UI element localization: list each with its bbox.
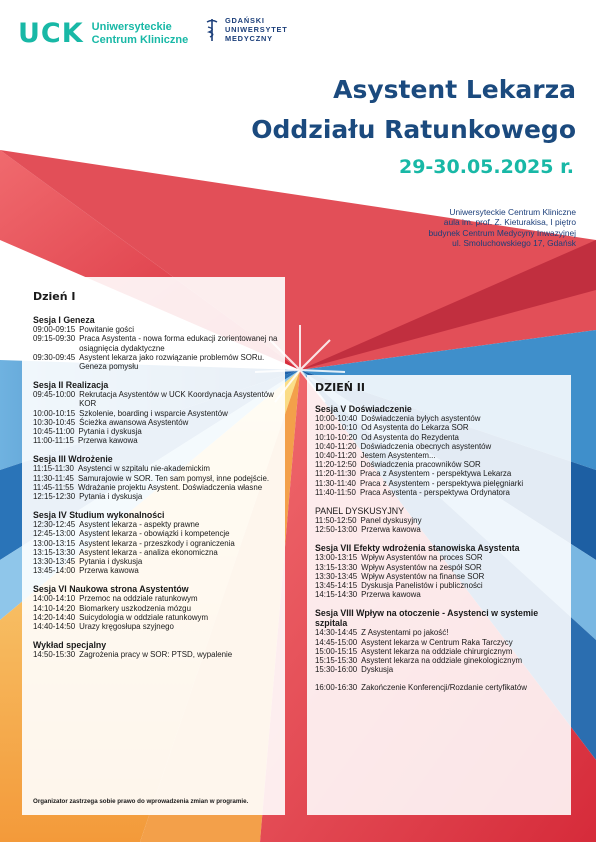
uck-logo xyxy=(18,18,188,49)
session-title: Sesja V Doświadczenie xyxy=(315,404,412,415)
schedule-row xyxy=(315,572,570,581)
schedule-topic: Asystent lekarza - przeszkody i ograniczenia xyxy=(79,538,235,548)
schedule-time: 13:30-13:45 xyxy=(315,571,358,581)
schedule-row xyxy=(33,622,283,631)
venue-line: aula im. prof. Z. Kieturakisa, I piętro xyxy=(443,217,576,228)
schedule-topic: Samurajowie w SOR. Ten sam pomysł, inne podejście. xyxy=(77,473,270,483)
session xyxy=(315,683,570,692)
schedule-time: 14:10-14:20 xyxy=(33,603,76,613)
schedule-topic: Dyskusja xyxy=(361,665,394,675)
schedule-topic: Doświadczenia pracowników SOR xyxy=(360,460,481,470)
schedule-topic: Praca Asystenta - perspektywa Ordynatora xyxy=(359,487,510,497)
schedule-topic: Przerwa kawowa xyxy=(79,566,139,576)
schedule-time: 14:45-15:00 xyxy=(315,637,358,647)
day1-program xyxy=(33,292,283,668)
schedule-row xyxy=(33,353,283,371)
schedule-row xyxy=(315,442,570,451)
schedule-row xyxy=(33,594,283,603)
schedule-row xyxy=(315,525,570,534)
schedule-topic: Asystent lekarza jako rozwiązanie problemów SORu. Geneza pomysłu xyxy=(79,352,265,372)
session-title: Wykład specjalny xyxy=(33,640,107,651)
session xyxy=(33,380,283,445)
schedule-row xyxy=(33,427,283,436)
schedule-topic: Biomarkery uszkodzenia mózgu xyxy=(79,603,191,613)
schedule-time: 11:00-11:15 xyxy=(33,436,74,446)
schedule-topic: Asystenci w szpitalu nie-akademickim xyxy=(77,464,210,474)
schedule-row xyxy=(315,665,570,674)
schedule-topic: Asystent lekarza w Centrum Raka Tarczycy xyxy=(361,637,513,647)
schedule-row xyxy=(33,520,283,529)
schedule-time: 15:00-15:15 xyxy=(315,646,358,656)
schedule-topic: Od Asystenta do Lekarza SOR xyxy=(361,423,469,433)
schedule-topic: Doświadczenia byłych asystentów xyxy=(361,414,481,424)
schedule-topic: Dyskusja Panelistów i publiczności xyxy=(361,581,483,591)
schedule-time: 14:50-15:30 xyxy=(33,650,76,660)
uck-name-line2: Centrum Kliniczne xyxy=(91,33,189,46)
schedule-time: 11:20-12:50 xyxy=(315,460,357,470)
session xyxy=(33,584,283,631)
schedule-row xyxy=(33,604,283,613)
schedule-time: 11:15-11:30 xyxy=(33,464,74,474)
schedule-time: 13:45-14:00 xyxy=(33,566,76,576)
schedule-topic: Jestem Asystentem... xyxy=(360,451,436,461)
schedule-time: 12:15-12:30 xyxy=(33,492,76,502)
schedule-time: 13:00-13:15 xyxy=(315,553,358,563)
schedule-topic: Powitanie gości xyxy=(79,325,134,335)
schedule-time: 15:30-16:00 xyxy=(315,665,358,675)
schedule-row xyxy=(315,460,570,469)
schedule-row xyxy=(33,492,283,501)
session xyxy=(315,608,570,674)
schedule-time: 09:15-09:30 xyxy=(33,334,76,344)
schedule-topic: Przerwa kawowa xyxy=(361,590,421,600)
schedule-time: 14:30-14:45 xyxy=(315,628,358,638)
schedule-topic: Doświadczenia obecnych asystentów xyxy=(360,441,492,451)
schedule-row xyxy=(33,325,283,334)
schedule-row xyxy=(315,628,570,637)
schedule-row xyxy=(33,464,283,473)
schedule-topic: Szkolenie, boarding i wsparcie Asystentów xyxy=(79,408,228,418)
schedule-time: 14:15-14:30 xyxy=(315,590,358,600)
schedule-row xyxy=(315,488,570,497)
schedule-topic: Asystent lekarza - analiza ekonomiczna xyxy=(79,547,218,557)
day1-title: Dzień I xyxy=(33,290,76,303)
schedule-time: 11:45-11:55 xyxy=(33,482,74,492)
session-title: Sesja III Wdrożenie xyxy=(33,454,113,465)
schedule-topic: Panel dyskusyjny xyxy=(360,516,422,526)
schedule-time: 10:45-11:00 xyxy=(33,427,75,437)
schedule-topic: Przerwa kawowa xyxy=(77,436,138,446)
venue-line: budynek Centrum Medycyny Inwazyjnej xyxy=(428,227,576,238)
session xyxy=(315,543,570,599)
schedule-time: 14:00-14:10 xyxy=(33,594,76,604)
schedule-row xyxy=(33,613,283,622)
schedule-time: 10:00-10:40 xyxy=(315,414,358,424)
schedule-topic: Przerwa kawowa xyxy=(361,525,421,535)
schedule-row xyxy=(33,436,283,445)
caduceus-icon xyxy=(205,18,219,42)
schedule-time: 13:00-13:15 xyxy=(33,538,76,548)
session xyxy=(33,510,283,575)
schedule-time: 09:45-10:00 xyxy=(33,390,76,400)
venue-line: Uniwersyteckie Centrum Kliniczne xyxy=(449,207,576,217)
gumed-logo-name xyxy=(225,16,288,43)
gumed-logo xyxy=(205,16,288,43)
uck-logo-letters: UCK xyxy=(18,18,84,49)
schedule-topic: Praca Asystenta - nowa forma edukacji zorientowanej na osiągnięcia dydaktyczne xyxy=(79,334,278,353)
event-dates: 29-30.05.2025 r. xyxy=(398,156,574,178)
schedule-time: 10:00-10:10 xyxy=(315,423,358,433)
session-title: Sesja IV Studium wykonalności xyxy=(33,510,165,521)
session xyxy=(33,315,283,371)
schedule-topic: Rekrutacja Asystentów w UCK Koordynacja Asystentów KOR xyxy=(79,390,274,409)
schedule-time: 12:30-12:45 xyxy=(33,520,76,530)
uck-logo-name xyxy=(92,21,189,47)
schedule-row xyxy=(315,433,570,442)
schedule-time: 11:30-11:40 xyxy=(315,478,356,488)
schedule-topic: Ścieżka awansowa Asystentów xyxy=(79,417,189,427)
schedule-row xyxy=(315,647,570,656)
schedule-time: 13:15-13:30 xyxy=(315,562,358,572)
schedule-topic: Asystent lekarza - obowiązki i kompetencje xyxy=(79,529,230,539)
session-title: Sesja VIII Wpływ na otoczenie - Asystenci w systemie szpitala xyxy=(315,608,539,629)
schedule-time: 11:40-11:50 xyxy=(315,487,356,497)
schedule-time: 10:00-10:15 xyxy=(33,408,76,418)
schedule-topic: Urazy kręgosłupa szyjnego xyxy=(79,622,174,632)
schedule-row xyxy=(315,451,570,460)
schedule-time: 11:30-11:45 xyxy=(33,473,74,483)
schedule-time: 11:50-12:50 xyxy=(315,516,357,526)
schedule-row xyxy=(33,557,283,566)
schedule-time: 13:30-13:45 xyxy=(33,557,76,567)
session xyxy=(315,404,570,497)
footnote: Organizator zastrzega sobie prawo do wprowadzenia zmian w programie. xyxy=(33,798,249,805)
schedule-row xyxy=(33,529,283,538)
schedule-topic: Pytania i dyskusja xyxy=(78,427,142,437)
schedule-topic: Praca z Asystentem - perspektywa Lekarza xyxy=(359,469,512,479)
schedule-row xyxy=(33,334,283,352)
schedule-topic: Asystent lekarza na oddziale chirurgicznym xyxy=(361,646,513,656)
day1-sessions xyxy=(33,315,283,659)
schedule-time: 14:20-14:40 xyxy=(33,612,76,622)
schedule-row xyxy=(315,638,570,647)
schedule-row xyxy=(33,548,283,557)
session-title: PANEL DYSKUSYJNY xyxy=(315,506,404,517)
schedule-row xyxy=(33,474,283,483)
schedule-time: 11:20-11:30 xyxy=(315,469,356,479)
day2-title: DZIEŃ II xyxy=(315,381,365,394)
uck-name-line1: Uniwersyteckie xyxy=(91,20,172,33)
session-title: Sesja VII Efekty wdrożenia stanowiska Asystenta xyxy=(315,543,520,554)
schedule-time: 16:00-16:30 xyxy=(315,683,358,693)
schedule-row xyxy=(33,483,283,492)
schedule-row xyxy=(33,539,283,548)
schedule-topic: Przemoc na oddziale ratunkowym xyxy=(79,594,198,604)
day2-program xyxy=(315,383,570,702)
schedule-topic: Pytania i dyskusja xyxy=(79,492,143,502)
schedule-row xyxy=(315,414,570,423)
title-line1: Asystent Lekarza xyxy=(333,75,576,104)
schedule-time: 13:15-13:30 xyxy=(33,547,76,557)
schedule-row xyxy=(33,650,283,659)
session xyxy=(315,506,570,534)
schedule-row xyxy=(33,409,283,418)
schedule-topic: Asystent lekarza na oddziale ginekologicznym xyxy=(361,656,523,666)
schedule-time: 12:45-13:00 xyxy=(33,529,76,539)
schedule-time: 09:30-09:45 xyxy=(33,352,76,362)
schedule-time: 15:15-15:30 xyxy=(315,656,358,666)
title-line2: Oddziału Ratunkowego xyxy=(251,115,576,144)
schedule-row xyxy=(315,581,570,590)
schedule-row xyxy=(315,423,570,432)
schedule-row xyxy=(33,418,283,427)
schedule-time: 10:40-11:20 xyxy=(315,451,357,461)
day2-sessions xyxy=(315,404,570,692)
schedule-topic: Praca z Asystentem - perspektywa pielęgniarki xyxy=(359,478,524,488)
schedule-topic: Od Asystenta do Rezydenta xyxy=(361,432,459,442)
schedule-topic: Pytania i dyskusja xyxy=(79,557,143,567)
schedule-row xyxy=(33,566,283,575)
schedule-row xyxy=(315,683,570,692)
schedule-topic: Wpływ Asystentów na finanse SOR xyxy=(361,571,485,581)
schedule-row xyxy=(315,469,570,478)
schedule-topic: Zakończenie Konferencji/Rozdanie certyfikatów xyxy=(361,683,527,693)
schedule-topic: Wdrażanie projektu Asystent. Doświadczenia własne xyxy=(77,482,263,492)
session-title: Sesja I Geneza xyxy=(33,315,95,326)
session xyxy=(33,640,283,659)
session-title: Sesja II Realizacja xyxy=(33,380,109,391)
schedule-time: 10:40-11:20 xyxy=(315,441,357,451)
gumed-name-line1: GDAŃSKI xyxy=(225,16,265,25)
schedule-topic: Z Asystentami po jakość! xyxy=(361,628,449,638)
schedule-row xyxy=(315,479,570,488)
schedule-row xyxy=(315,553,570,562)
schedule-time: 10:10-10:20 xyxy=(315,432,358,442)
session-title: Sesja VI Naukowa strona Asystentów xyxy=(33,584,189,595)
session xyxy=(33,454,283,501)
schedule-topic: Asystent lekarza - aspekty prawne xyxy=(79,520,200,530)
schedule-row xyxy=(33,390,283,408)
schedule-row xyxy=(315,516,570,525)
schedule-time: 14:40-14:50 xyxy=(33,622,76,632)
schedule-topic: Wpływ Asystentów na zespół SOR xyxy=(361,562,482,572)
venue-line: ul. Smoluchowskiego 17, Gdańsk xyxy=(452,237,576,248)
schedule-topic: Wpływ Asystentów na proces SOR xyxy=(361,553,483,563)
schedule-topic: Zagrożenia pracy w SOR: PTSD, wypalenie xyxy=(79,650,233,660)
schedule-row xyxy=(315,590,570,599)
schedule-time: 13:45-14:15 xyxy=(315,581,358,591)
schedule-topic: Suicydologia w oddziale ratunkowym xyxy=(79,612,209,622)
schedule-time: 09:00-09:15 xyxy=(33,325,76,335)
gumed-name-line2: UNIWERSYTET xyxy=(225,25,288,34)
venue-address xyxy=(428,207,576,248)
schedule-row xyxy=(315,563,570,572)
page-title xyxy=(251,70,576,150)
schedule-row xyxy=(315,656,570,665)
schedule-time: 12:50-13:00 xyxy=(315,525,358,535)
schedule-time: 10:30-10:45 xyxy=(33,417,76,427)
gumed-name-line3: MEDYCZNY xyxy=(225,34,273,43)
